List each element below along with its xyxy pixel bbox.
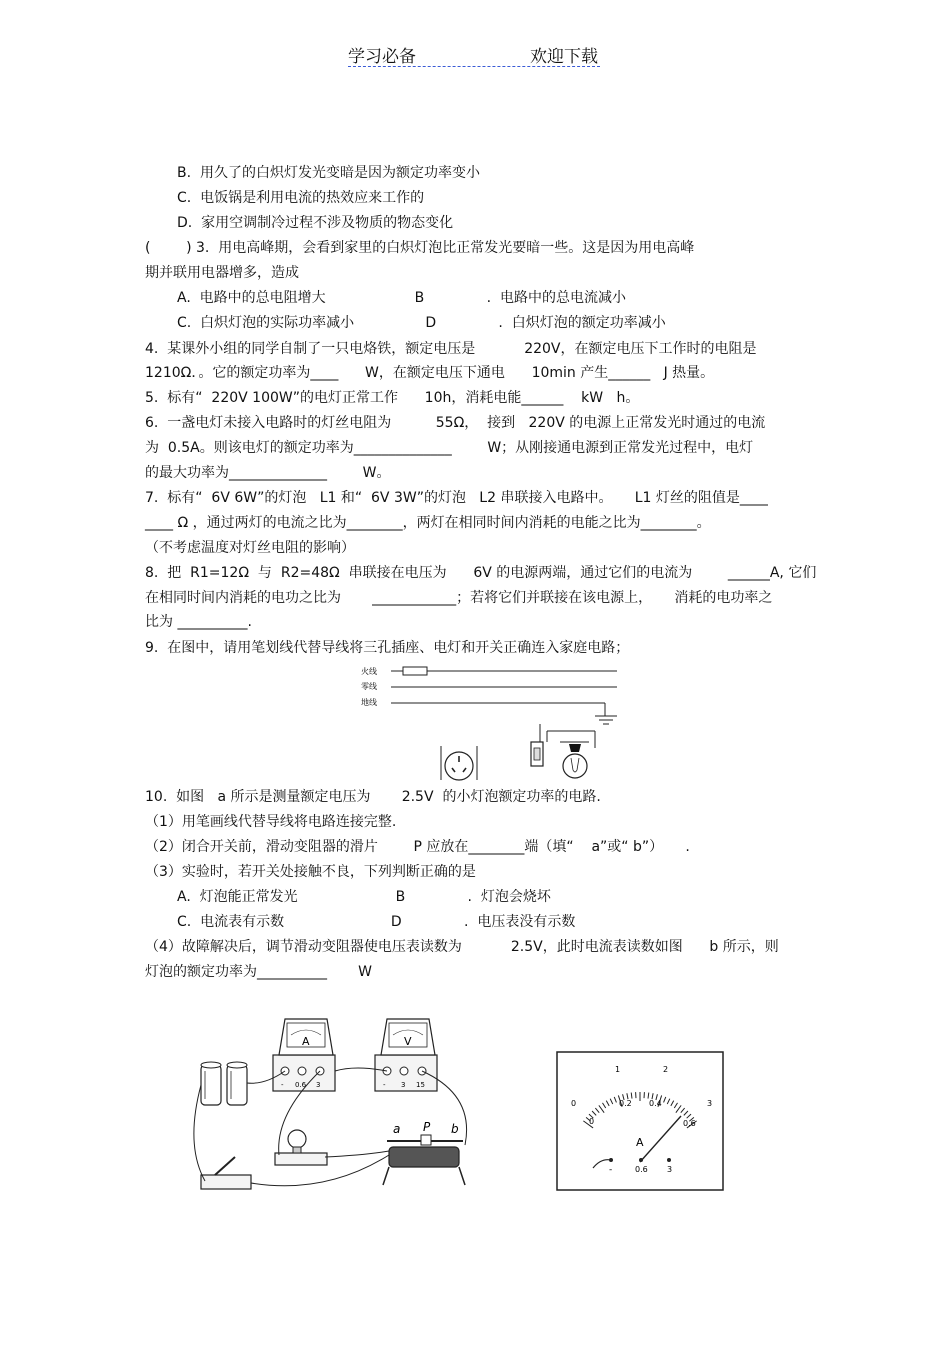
minor-tick-04: 0.4: [649, 1099, 662, 1108]
q10-part2: （2）闭合开关前，滑动变阻器的滑片 P 应放在________端（填“ a”或“ b”） .: [145, 839, 690, 855]
question-5: 5. 标有“ 220V 100W”的电灯正常工作 10h，消耗电能______ kW h。: [145, 390, 640, 406]
q3-options-cd: C. 白炽灯泡的实际功率减小 D . 白炽灯泡的额定功率减小: [177, 315, 666, 331]
question-8-line3: 比为 __________.: [145, 614, 252, 630]
question-3-line2: 期并联用电器增多，造成: [145, 265, 299, 281]
question-6-line2: 为 0.5A。则该电灯的额定功率为______________ W；从刚接通电源到正常发光过程中，电灯: [145, 440, 754, 456]
light-bulb-icon: [563, 754, 587, 778]
rheostat-label-a: a: [393, 1122, 401, 1136]
voltmeter-terminal-15: 15: [416, 1081, 425, 1089]
battery-icon: [201, 1065, 221, 1105]
voltmeter-terminal-3: 3: [401, 1081, 406, 1089]
dial-unit: A: [636, 1136, 644, 1149]
header-right: 欢迎下载: [530, 47, 598, 67]
major-tick-3: 3: [707, 1099, 713, 1108]
q10-part3: （3）实验时，若开关处接触不良，下列判断正确的是: [145, 864, 476, 880]
bulb-base: [275, 1153, 327, 1165]
rheostat-slider-icon: [421, 1135, 431, 1145]
option-c-line: C. 电饭锅是利用电流的热效应来工作的: [177, 190, 425, 206]
question-4-line2: 1210Ω．。它的额定功率为____ W，在额定电压下通电 10min 产生______ J 热量。: [145, 365, 715, 381]
major-tick-0: 0: [571, 1099, 577, 1108]
dial-terminal-3: 3: [667, 1165, 673, 1174]
ammeter-terminal-3: 3: [316, 1081, 321, 1089]
neutral-wire-label: 零线: [361, 682, 377, 691]
fuse-icon: [403, 667, 427, 675]
q10-part1: （1）用笔画线代替导线将电路连接完整.: [145, 814, 397, 830]
ground-wire-label: 地线: [361, 698, 377, 707]
rheostat-icon: [389, 1147, 459, 1167]
question-7-note: （不考虑温度对灯丝电阻的影响）: [145, 540, 355, 556]
question-4-line1: 4. 某课外小组的同学自制了一只电烙铁，额定电压是 220V，在额定电压下工作时的电阻是: [145, 341, 757, 357]
option-d-line: D. 家用空调制冷过程不涉及物质的物态变化: [177, 215, 454, 231]
question-10: 10. 如图 a 所示是测量额定电压为 2.5V 的小灯泡额定功率的电路.: [145, 789, 601, 805]
question-3-line1: ( ) 3. 用电高峰期，会看到家里的白炽灯泡比正常发光要暗一些。这是因为用电高峰: [145, 240, 695, 256]
rheostat-label-b: b: [451, 1122, 459, 1136]
figure-a-circuit: [175, 1005, 485, 1210]
question-7-line1: 7. 标有“ 6V 6W”的灯泡 L1 和“ 6V 3W”的灯泡 L2 串联接入电路中。 L1 灯丝的阻值是____: [145, 490, 768, 506]
small-bulb-icon: [288, 1130, 306, 1148]
ammeter-terminal-06: 0.6: [295, 1081, 307, 1089]
dial-terminal-neg: -: [609, 1165, 613, 1175]
header-left: 学习必备: [348, 47, 416, 67]
question-6-line3: 的最大功率为______________ W。: [145, 465, 391, 481]
battery-icon: [227, 1065, 247, 1105]
voltmeter-terminal-neg: -: [383, 1081, 386, 1089]
question-8-line1: 8. 把 R1=12Ω 与 R2=48Ω 串联接在电压为 6V 的电源两端，通过它们的电流为 ______A, 它们: [145, 565, 817, 581]
option-b-line: B. 用久了的白炽灯发光变暗是因为额定功率变小: [177, 165, 480, 181]
major-tick-2: 2: [663, 1065, 669, 1074]
question-9: 9. 在图中，请用笔划线代替导线将三孔插座、电灯和开关正确连入家庭电路；: [145, 640, 630, 656]
q10-options-ab: A. 灯泡能正常发光 B . 灯泡会烧坏: [177, 889, 551, 905]
q3-options-ab: A. 电路中的总电阻增大 B . 电路中的总电流减小: [177, 290, 626, 306]
lamp-holder-icon: [569, 744, 581, 752]
minor-tick-02: 0.2: [619, 1099, 632, 1108]
dial-terminal-06: 0.6: [635, 1165, 648, 1174]
wire: [325, 1151, 389, 1157]
q10-part4-line2: 灯泡的额定功率为__________ W: [145, 964, 372, 980]
minor-tick-06: 0.6: [683, 1119, 696, 1128]
ammeter-letter: A: [302, 1035, 310, 1048]
knife-switch-icon: [201, 1175, 251, 1189]
major-tick-1: 1: [615, 1065, 621, 1074]
figure-b-ammeter-dial: [555, 1050, 725, 1192]
question-7-line2: ____ Ω ，通过两灯的电流之比为________，两灯在相同时间内消耗的电能之比为________。: [145, 515, 711, 531]
q10-options-cd: C. 电流表有示数 D . 电压表没有示数: [177, 914, 576, 930]
live-wire-label: 火线: [361, 667, 377, 676]
question-6-line1: 6. 一盏电灯未接入电路时的灯丝电阻为 55Ω， 接到 220V 的电源上正常发光时通过的电流: [145, 415, 766, 431]
ammeter-terminal-neg: -: [281, 1081, 284, 1089]
minor-tick-0: 0: [589, 1117, 595, 1126]
household-circuit-figure: [355, 660, 635, 790]
page-header: [348, 40, 600, 67]
question-8-line2: 在相同时间内消耗的电功之比为 ____________；若将它们并联接在该电源上， 消耗的电功率之: [145, 590, 773, 606]
voltmeter-letter: V: [404, 1035, 412, 1048]
rheostat-label-p: P: [423, 1120, 431, 1134]
q10-part4-line1: （4）故障解决后，调节滑动变阻器使电压表读数为 2.5V，此时电流表读数如图 b 所示，则: [145, 939, 779, 955]
